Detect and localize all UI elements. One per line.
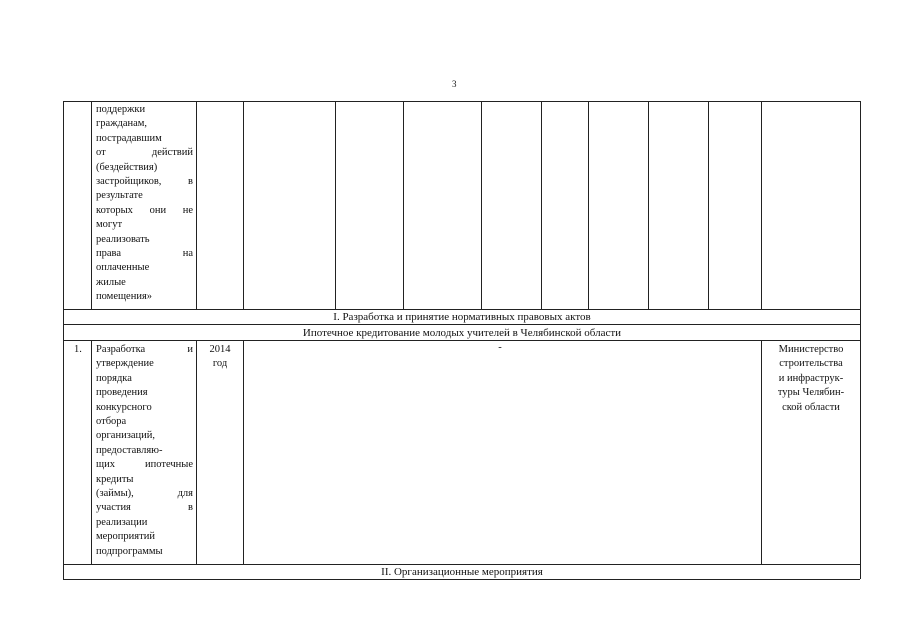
description-line: от действий bbox=[96, 147, 193, 159]
row-financing-dash: - bbox=[498, 342, 502, 353]
description-line: оплаченные bbox=[96, 262, 150, 274]
description-line: (займы), для bbox=[96, 488, 193, 500]
description-line: утверждение bbox=[96, 358, 154, 370]
description-line: организаций, bbox=[96, 430, 155, 442]
executor-line: ской области bbox=[782, 401, 840, 413]
term-unit: год bbox=[212, 358, 228, 370]
page-number: 3 bbox=[452, 79, 457, 89]
description-line: гражданам, bbox=[96, 118, 148, 130]
description-line: отбора bbox=[96, 416, 127, 428]
description-line: конкурсного bbox=[96, 401, 152, 413]
description-line: могут bbox=[96, 219, 123, 231]
description-line: проведения bbox=[96, 387, 148, 399]
description-line: (бездействия) bbox=[96, 161, 158, 173]
description-line: порядка bbox=[96, 372, 132, 384]
description-line: реализовать bbox=[96, 233, 150, 245]
description-line: помещения» bbox=[96, 291, 153, 303]
executor-line: туры Челябин- bbox=[777, 387, 845, 399]
section-title-2: II. Организационные мероприятия bbox=[381, 566, 543, 578]
description-line: щих ипотечные bbox=[96, 459, 193, 471]
description-line: права на bbox=[96, 248, 193, 260]
row-number: 1. bbox=[74, 344, 82, 355]
description-line: кредиты bbox=[96, 473, 134, 485]
term-year: 2014 bbox=[209, 344, 231, 355]
row-term-cell bbox=[197, 343, 243, 372]
description-line: Разработка и bbox=[96, 344, 193, 355]
description-line: жилые bbox=[96, 276, 126, 288]
subsection-title: Ипотечное кредитование молодых учителей в Челябинской области bbox=[302, 327, 622, 339]
row-description-cell bbox=[96, 343, 193, 559]
executor-line: и инфраструк- bbox=[778, 372, 844, 384]
description-line: мероприятий bbox=[96, 531, 155, 543]
description-line: участия в bbox=[96, 502, 193, 514]
description-line: поддержки bbox=[96, 104, 146, 115]
description-line: пострадавшим bbox=[96, 132, 162, 144]
description-line: застройщиков, в bbox=[96, 176, 193, 188]
description-line: которых они не bbox=[96, 204, 193, 216]
description-line: реализации bbox=[96, 516, 148, 528]
row-executor-cell bbox=[762, 343, 860, 415]
section-title-1: I. Разработка и принятие нормативных правовых актов bbox=[333, 311, 591, 323]
description-line: результате bbox=[96, 190, 143, 202]
description-line: предоставляю- bbox=[96, 444, 163, 456]
description-line: подпрограммы bbox=[96, 545, 163, 557]
executor-line: Министерство bbox=[778, 344, 844, 355]
top-description-cell bbox=[96, 103, 193, 305]
executor-line: строительства bbox=[779, 358, 843, 370]
